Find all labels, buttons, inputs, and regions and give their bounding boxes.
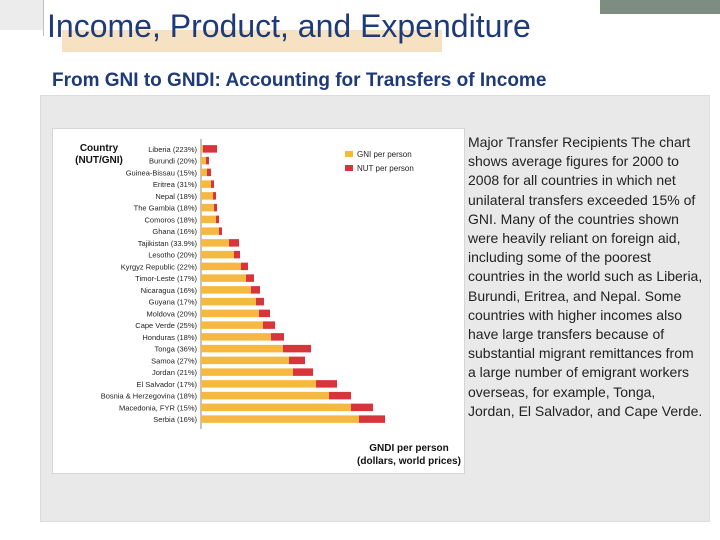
y-axis-title: Country — [79, 143, 119, 154]
category-label: Liberia (223%) — [148, 144, 197, 154]
nut-bar — [206, 157, 209, 165]
category-label: Cape Verde (25%) — [135, 321, 197, 331]
gni-bar — [201, 216, 216, 224]
nut-bar — [203, 145, 217, 153]
gni-bar — [201, 345, 283, 353]
nut-bar — [213, 192, 216, 200]
category-label: The Gambia (18%) — [133, 203, 197, 213]
nut-bar — [207, 169, 211, 177]
legend-label-gni: GNI per person — [357, 150, 412, 159]
nut-bar — [256, 298, 264, 306]
gni-bar — [201, 169, 207, 177]
category-label: Eritrea (31%) — [152, 180, 197, 190]
gni-bar — [201, 357, 289, 365]
slide-top-strip — [600, 0, 720, 14]
category-label: Lesotho (20%) — [148, 250, 197, 260]
category-label: Macedonia, FYR (15%) — [119, 403, 197, 413]
gni-bar — [201, 415, 359, 423]
nut-bar — [289, 357, 305, 365]
gni-bar — [201, 204, 214, 212]
transfer-recipients-chart — [53, 129, 464, 473]
nut-bar — [251, 286, 260, 294]
slide-corner-line — [43, 0, 44, 36]
category-label: Samoa (27%) — [151, 356, 197, 366]
category-label: Tajikistan (33.9%) — [137, 238, 197, 248]
nut-bar — [241, 263, 248, 271]
category-label: El Salvador (17%) — [136, 379, 197, 389]
slide-corner-decoration — [0, 0, 43, 30]
nut-bar — [329, 392, 351, 400]
category-label: Serbia (16%) — [153, 415, 197, 425]
nut-bar — [234, 251, 240, 259]
gni-bar — [201, 298, 256, 306]
gni-bar — [201, 239, 229, 247]
category-label: Tonga (36%) — [154, 344, 197, 354]
gni-bar — [201, 380, 316, 388]
nut-bar — [216, 216, 219, 224]
category-label: Kyrgyz Republic (22%) — [120, 262, 197, 272]
gni-bar — [201, 263, 241, 271]
y-axis-subtitle: (NUT/GNI) — [75, 155, 123, 166]
category-label: Guyana (17%) — [148, 297, 197, 307]
gni-bar — [201, 274, 246, 282]
category-label: Nepal (18%) — [155, 191, 197, 201]
page-title: Income, Product, and Expenditure — [47, 8, 531, 44]
category-label: Burundi (20%) — [149, 156, 197, 166]
category-label: Comoros (18%) — [144, 215, 197, 225]
category-label: Moldova (20%) — [146, 309, 197, 319]
gni-bar — [201, 251, 234, 259]
chart-card — [52, 128, 465, 474]
gni-bar — [201, 310, 259, 318]
gni-bar — [201, 404, 351, 412]
category-label: Jordan (21%) — [151, 368, 197, 378]
category-label: Ghana (16%) — [152, 227, 197, 237]
nut-bar — [283, 345, 311, 353]
category-label: Honduras (18%) — [142, 332, 197, 342]
nut-bar — [293, 368, 313, 376]
page-subtitle: From GNI to GNDI: Accounting for Transfers of Income — [52, 70, 547, 91]
gni-bar — [201, 157, 206, 165]
gni-bar — [201, 227, 219, 235]
nut-bar — [229, 239, 239, 247]
nut-bar — [214, 204, 217, 212]
nut-bar — [219, 227, 222, 235]
legend-label-nut: NUT per person — [357, 164, 414, 173]
gni-bar — [201, 286, 251, 294]
nut-bar — [316, 380, 337, 388]
nut-bar — [246, 274, 254, 282]
gni-bar — [201, 333, 271, 341]
legend-swatch-gni — [345, 151, 353, 157]
gni-bar — [201, 321, 263, 329]
gni-bar — [201, 192, 213, 200]
nut-bar — [211, 180, 214, 188]
legend-swatch-nut — [345, 165, 353, 171]
nut-bar — [271, 333, 284, 341]
gni-bar — [201, 180, 211, 188]
nut-bar — [359, 415, 385, 423]
nut-bar — [263, 321, 275, 329]
gni-bar — [201, 368, 293, 376]
x-axis-title: GNDI per person — [369, 443, 449, 454]
category-label: Nicaragua (16%) — [140, 285, 197, 295]
nut-bar — [259, 310, 270, 318]
gni-bar — [201, 145, 203, 153]
category-label: Bosnia & Herzegovina (18%) — [100, 391, 197, 401]
category-label: Guinea-Bissau (15%) — [125, 168, 197, 178]
gni-bar — [201, 392, 329, 400]
x-axis-subtitle: (dollars, world prices) — [357, 456, 461, 467]
chart-description: Major Transfer Recipients The chart shows average figures for 2000 to 2008 for all countries in which net unilateral transfers exceeded 15% of GNI. Many of the countries shown were heavily reliant on foreign aid, including some of the poorest countries in the world such as Liberia, Burundi, Eritrea, and Nepal. Some countries with higher incomes also have large transfers because of substantial migrant remittances from a large number of emigrant workers overseas, for example, Tonga, Jordan, El Salvador, and Cape Verde. — [468, 134, 703, 419]
category-label: Timor-Leste (17%) — [135, 274, 197, 284]
nut-bar — [351, 404, 373, 412]
